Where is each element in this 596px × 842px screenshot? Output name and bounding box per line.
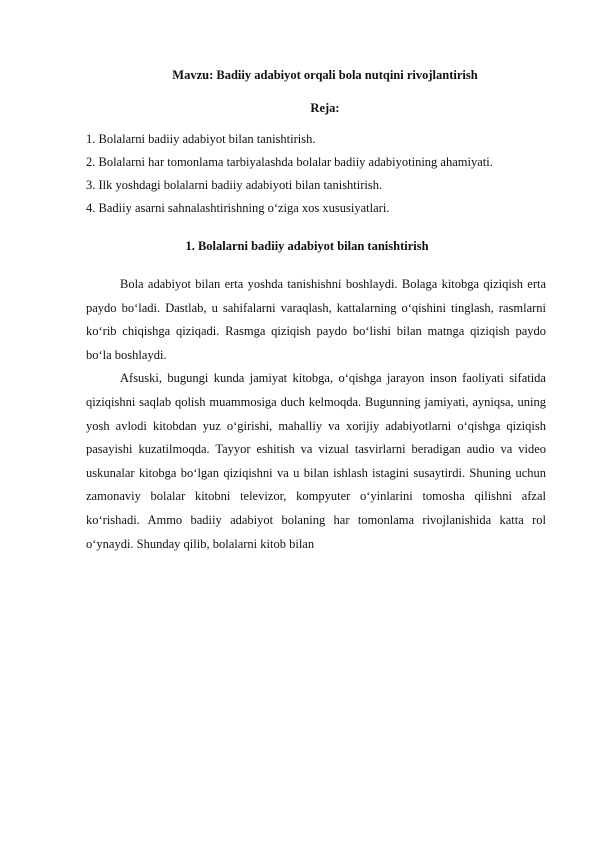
body-text xyxy=(86,273,546,556)
section-heading: 1. Bolalarni badiiy adabiyot bilan tanishtirish xyxy=(185,239,429,253)
plan-heading: Reja: xyxy=(310,101,340,115)
plan-list xyxy=(86,128,493,220)
paragraph: Afsuski, bugungi kunda jamiyat kitobga, o‘qishga jarayon inson faoliyati sifatida qiziqishni saqlab qolish muammosiga duch kelmoqda. Bugunning jamiyati, ayniqsa, uning yosh avlodi kitobdan yuz o‘girishi, mahalliy va xorijiy adabiyotlarni o‘qishga qiziqish pasayishi kuzatilmoqda. Tayyor eshitish va vizual tasvirlarni beradigan audio va video uskunalar kitobga bo‘lgan qiziqishni va u bilan ishlash istagini susaytirdi. Shuning uchun zamonaviy bolalar kitobni televizor, kompyuter o‘yinlarini tomosha qilishni afzal ko‘rishadi. Ammo badiiy adabiyot bolaning har tomonlama rivojlanishida katta rol o‘ynaydi. Shunday qilib, bolalarni kitob bilan xyxy=(86,371,546,551)
paragraph: Bola adabiyot bilan erta yoshda tanishishni boshlaydi. Bolaga kitobga qiziqish erta paydo bo‘ladi. Dastlab, u sahifalarni varaqlash, kattalarning o‘qishini tinglash, rasmlarni ko‘rib chiqishga qiziqadi. Rasmga qiziqish paydo bo‘lishi bilan matnga qiziqish paydo bo‘la boshlaydi. xyxy=(86,277,546,362)
document-title: Mavzu: Badiiy adabiyot orqali bola nutqini rivojlantirish xyxy=(172,68,478,82)
plan-item: 1. Bolalarni badiiy adabiyot bilan tanishtirish. xyxy=(86,132,316,146)
plan-item: 4. Badiiy asarni sahnalashtirishning o‘ziga xos xususiyatlari. xyxy=(86,201,390,215)
plan-item: 3. Ilk yoshdagi bolalarni badiiy adabiyoti bilan tanishtirish. xyxy=(86,178,383,192)
plan-item: 2. Bolalarni har tomonlama tarbiyalashda bolalar badiiy adabiyotining ahamiyati. xyxy=(86,155,493,169)
